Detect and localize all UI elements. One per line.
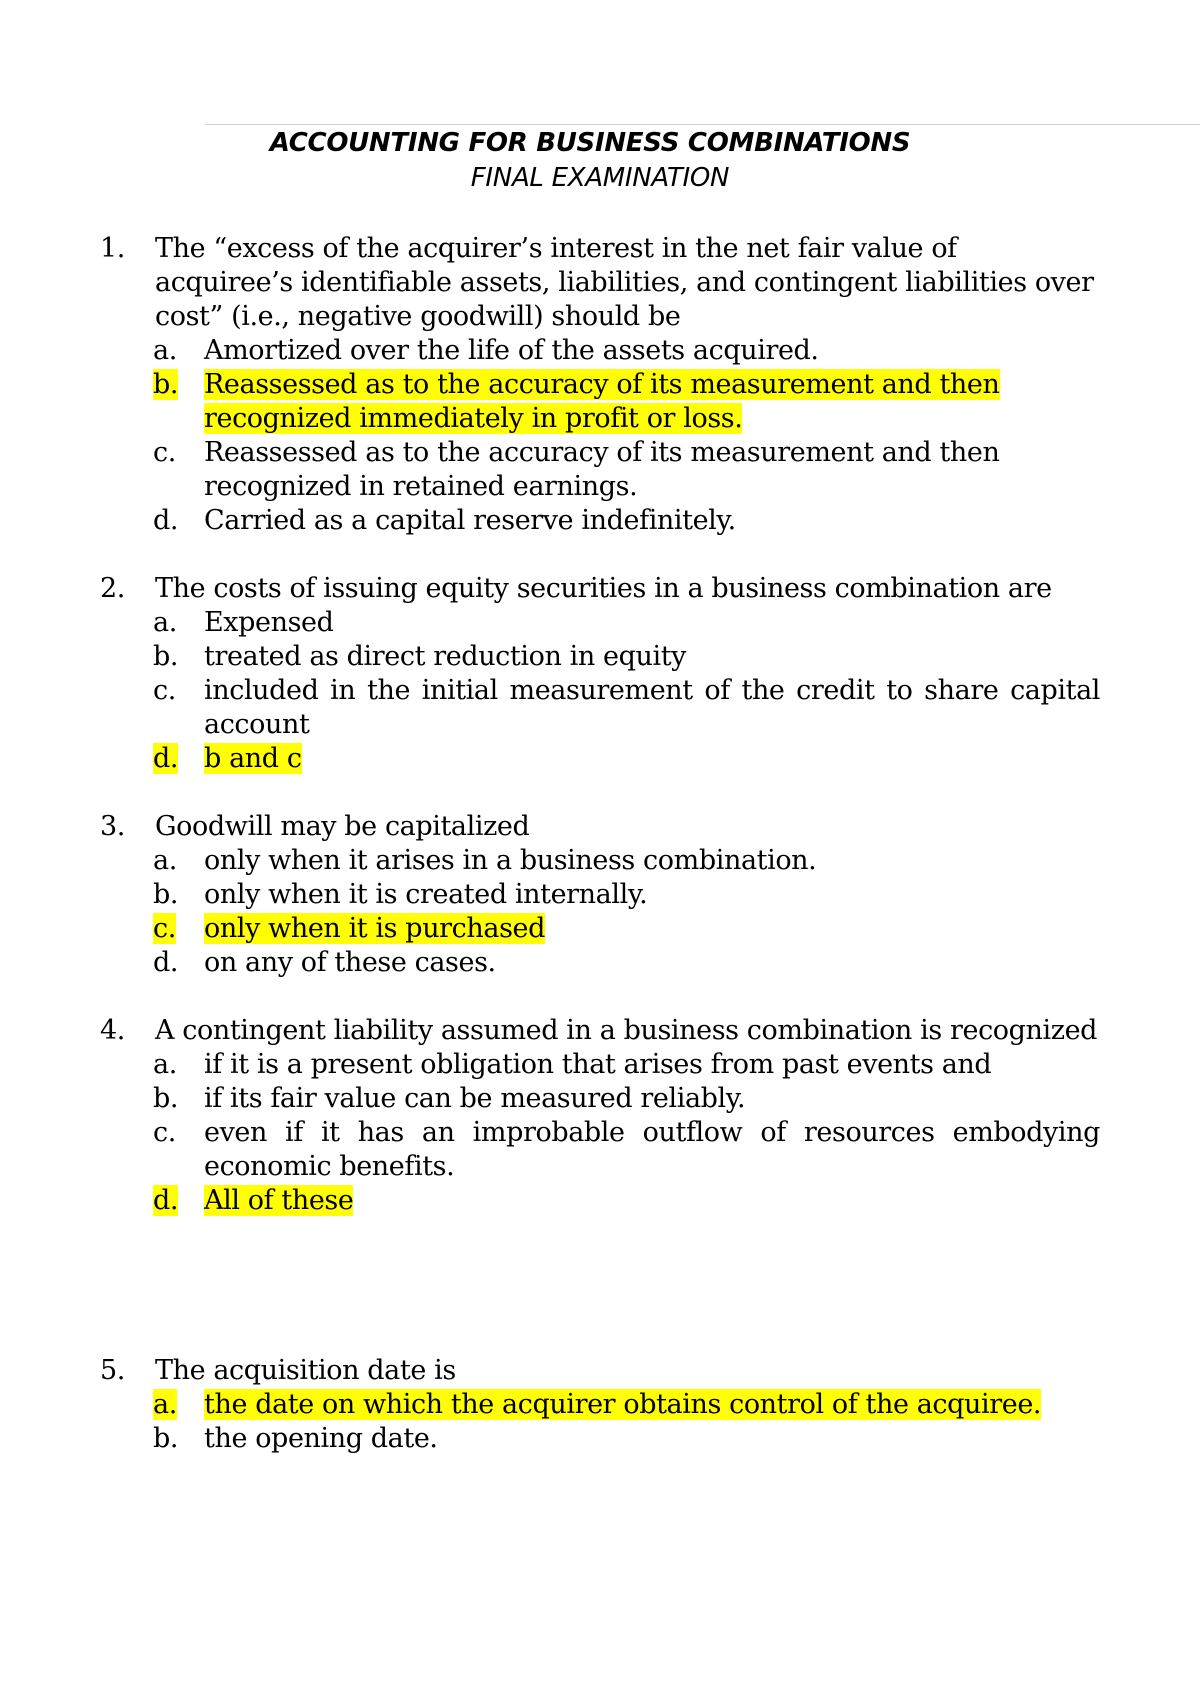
- option-text: included in the initial measurement of the credit to share capital account: [204, 675, 1100, 740]
- option-text: only when it is purchased: [204, 913, 546, 944]
- option-text: Reassessed as to the accuracy of its measurement and then recognized in retained earnings.: [204, 437, 1000, 502]
- question-number: 1.: [100, 233, 125, 264]
- option-b: [153, 878, 1100, 912]
- question-2: [100, 572, 1100, 776]
- question-stem: Goodwill may be capitalized: [155, 811, 530, 842]
- option-letter: b.: [153, 1423, 179, 1454]
- option-text: Amortized over the life of the assets acquired.: [204, 335, 819, 366]
- option-letter: b.: [153, 879, 179, 910]
- question-number: 4.: [100, 1015, 125, 1046]
- option-letter: d.: [153, 1185, 179, 1216]
- option-a-highlighted: [153, 1388, 1100, 1422]
- option-letter: d.: [153, 505, 179, 536]
- option-text: if it is a present obligation that arises from past events and: [204, 1049, 992, 1080]
- option-b: [153, 1082, 1100, 1116]
- option-b-highlighted: [153, 368, 1100, 436]
- option-c: [153, 1116, 1100, 1184]
- question-1: [100, 232, 1100, 538]
- option-letter: a.: [153, 1389, 177, 1420]
- question-4: [100, 1014, 1100, 1218]
- question-stem: The costs of issuing equity securities in a business combination are: [155, 573, 1052, 604]
- question-stem: The acquisition date is: [155, 1355, 456, 1386]
- option-text: even if it has an improbable outflow of resources embodying economic benefits.: [204, 1117, 1100, 1182]
- option-letter: b.: [153, 1083, 179, 1114]
- option-text: on any of these cases.: [204, 947, 496, 978]
- option-b: [153, 1422, 1100, 1456]
- option-text: treated as direct reduction in equity: [204, 641, 687, 672]
- option-d: [153, 946, 1100, 980]
- option-letter: d.: [153, 743, 179, 774]
- option-b: [153, 640, 1100, 674]
- option-letter: b.: [153, 369, 179, 400]
- question-list: [100, 232, 1100, 1490]
- option-text: Reassessed as to the accuracy of its measurement and then recognized immediately in profit or loss.: [204, 369, 1000, 434]
- option-text: the opening date.: [204, 1423, 438, 1454]
- question-stem: The “excess of the acquirer’s interest in the net fair value of acquiree’s identifiable assets, liabilities, and contingent liabilities over cost” (i.e., negative goodwill) should be: [155, 233, 1094, 332]
- header-rule: [205, 124, 1200, 125]
- option-d-highlighted: [153, 742, 1100, 776]
- option-letter: b.: [153, 641, 179, 672]
- option-text: Expensed: [204, 607, 334, 638]
- option-text: the date on which the acquirer obtains control of the acquiree.: [204, 1389, 1042, 1420]
- option-d-highlighted: [153, 1184, 1100, 1218]
- option-text: Carried as a capital reserve indefinitely.: [204, 505, 736, 536]
- option-letter: c.: [153, 437, 176, 468]
- question-stem: A contingent liability assumed in a business combination is recognized: [155, 1015, 1098, 1046]
- option-c-highlighted: [153, 912, 1100, 946]
- question-5: [100, 1354, 1100, 1456]
- option-a: [153, 1048, 1100, 1082]
- option-letter: c.: [153, 913, 176, 944]
- option-c: [153, 674, 1100, 742]
- document-subtitle: FINAL EXAMINATION: [470, 163, 730, 193]
- option-letter: c.: [153, 675, 176, 706]
- option-text: All of these: [204, 1185, 354, 1216]
- option-d: [153, 504, 1100, 538]
- option-c: [153, 436, 1100, 504]
- question-number: 5.: [100, 1355, 125, 1386]
- option-text: only when it is created internally.: [204, 879, 648, 910]
- option-text: only when it arises in a business combination.: [204, 845, 817, 876]
- question-number: 2.: [100, 573, 125, 604]
- option-text: if its fair value can be measured reliably.: [204, 1083, 746, 1114]
- question-number: 3.: [100, 811, 125, 842]
- option-a: [153, 334, 1100, 368]
- option-letter: a.: [153, 335, 177, 366]
- option-letter: c.: [153, 1117, 176, 1148]
- question-3: [100, 810, 1100, 980]
- option-letter: d.: [153, 947, 179, 978]
- option-a: [153, 606, 1100, 640]
- option-letter: a.: [153, 845, 177, 876]
- option-letter: a.: [153, 607, 177, 638]
- option-a: [153, 844, 1100, 878]
- document-title: ACCOUNTING FOR BUSINESS COMBINATIONS: [269, 128, 911, 158]
- option-letter: a.: [153, 1049, 177, 1080]
- option-text: b and c: [204, 743, 302, 774]
